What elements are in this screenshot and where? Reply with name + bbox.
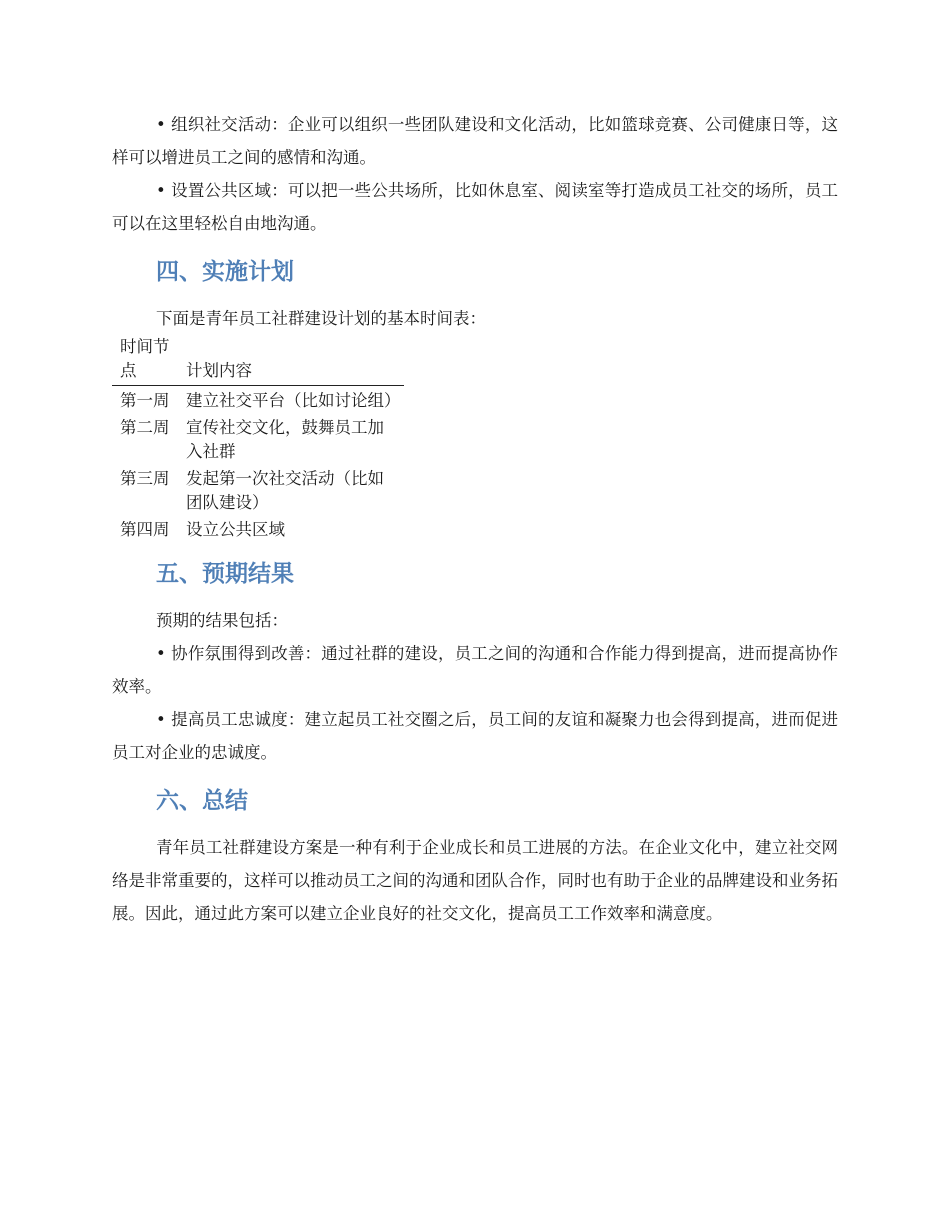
header-content: 计划内容 (178, 335, 404, 386)
header-time: 时间节点 (112, 335, 178, 386)
heading-expected-results: 五、预期结果 (156, 561, 294, 587)
cell-time: 第四周 (120, 520, 170, 539)
heading-implementation-plan: 四、实施计划 (156, 259, 294, 285)
schedule-intro: 下面是青年员工社群建设计划的基本时间表： (156, 309, 486, 328)
results-intro: 预期的结果包括： (156, 611, 288, 630)
table-row (112, 515, 404, 542)
bullet-organize-social-activities: • 组织社交活动：企业可以组织一些团队建设和文化活动，比如篮球竞赛、公司健康日等，这样可以增进员工之间的感情和沟通。 (112, 115, 838, 167)
schedule-header-row (112, 335, 404, 386)
cell-time: 第二周 (120, 418, 170, 437)
table-row (112, 386, 404, 414)
bullet-public-areas: • 设置公共区域：可以把一些公共场所，比如休息室、阅读室等打造成员工社交的场所，员工可以在这里轻松自由地沟通。 (112, 181, 838, 233)
summary-paragraph: 青年员工社群建设方案是一种有利于企业成长和员工进展的方法。在企业文化中，建立社交网络是非常重要的，这样可以推动员工之间的沟通和团队合作，同时也有助于企业的品牌建设和业务拓展。因此，通过此方案可以建立企业良好的社交文化，提高员工工作效率和满意度。 (112, 838, 838, 923)
table-row (112, 464, 404, 515)
bullet-loyalty: • 提高员工忠诚度：建立起员工社交圈之后，员工间的友谊和凝聚力也会得到提高，进而促进员工对企业的忠诚度。 (112, 710, 838, 762)
cell-content: 宣传社交文化，鼓舞员工加入社群 (186, 418, 384, 461)
cell-content: 设立公共区域 (186, 520, 285, 539)
bullet-collaboration: • 协作氛围得到改善：通过社群的建设，员工之间的沟通和合作能力得到提高，进而提高协作效率。 (112, 644, 838, 696)
document-page (112, 108, 838, 930)
cell-time: 第三周 (120, 469, 170, 488)
cell-content: 建立社交平台（比如讨论组） (186, 391, 401, 410)
table-row (112, 413, 404, 464)
cell-content: 发起第一次社交活动（比如团队建设） (186, 469, 384, 512)
cell-time: 第一周 (120, 391, 170, 410)
schedule-table (112, 335, 404, 542)
heading-summary: 六、总结 (156, 788, 248, 814)
